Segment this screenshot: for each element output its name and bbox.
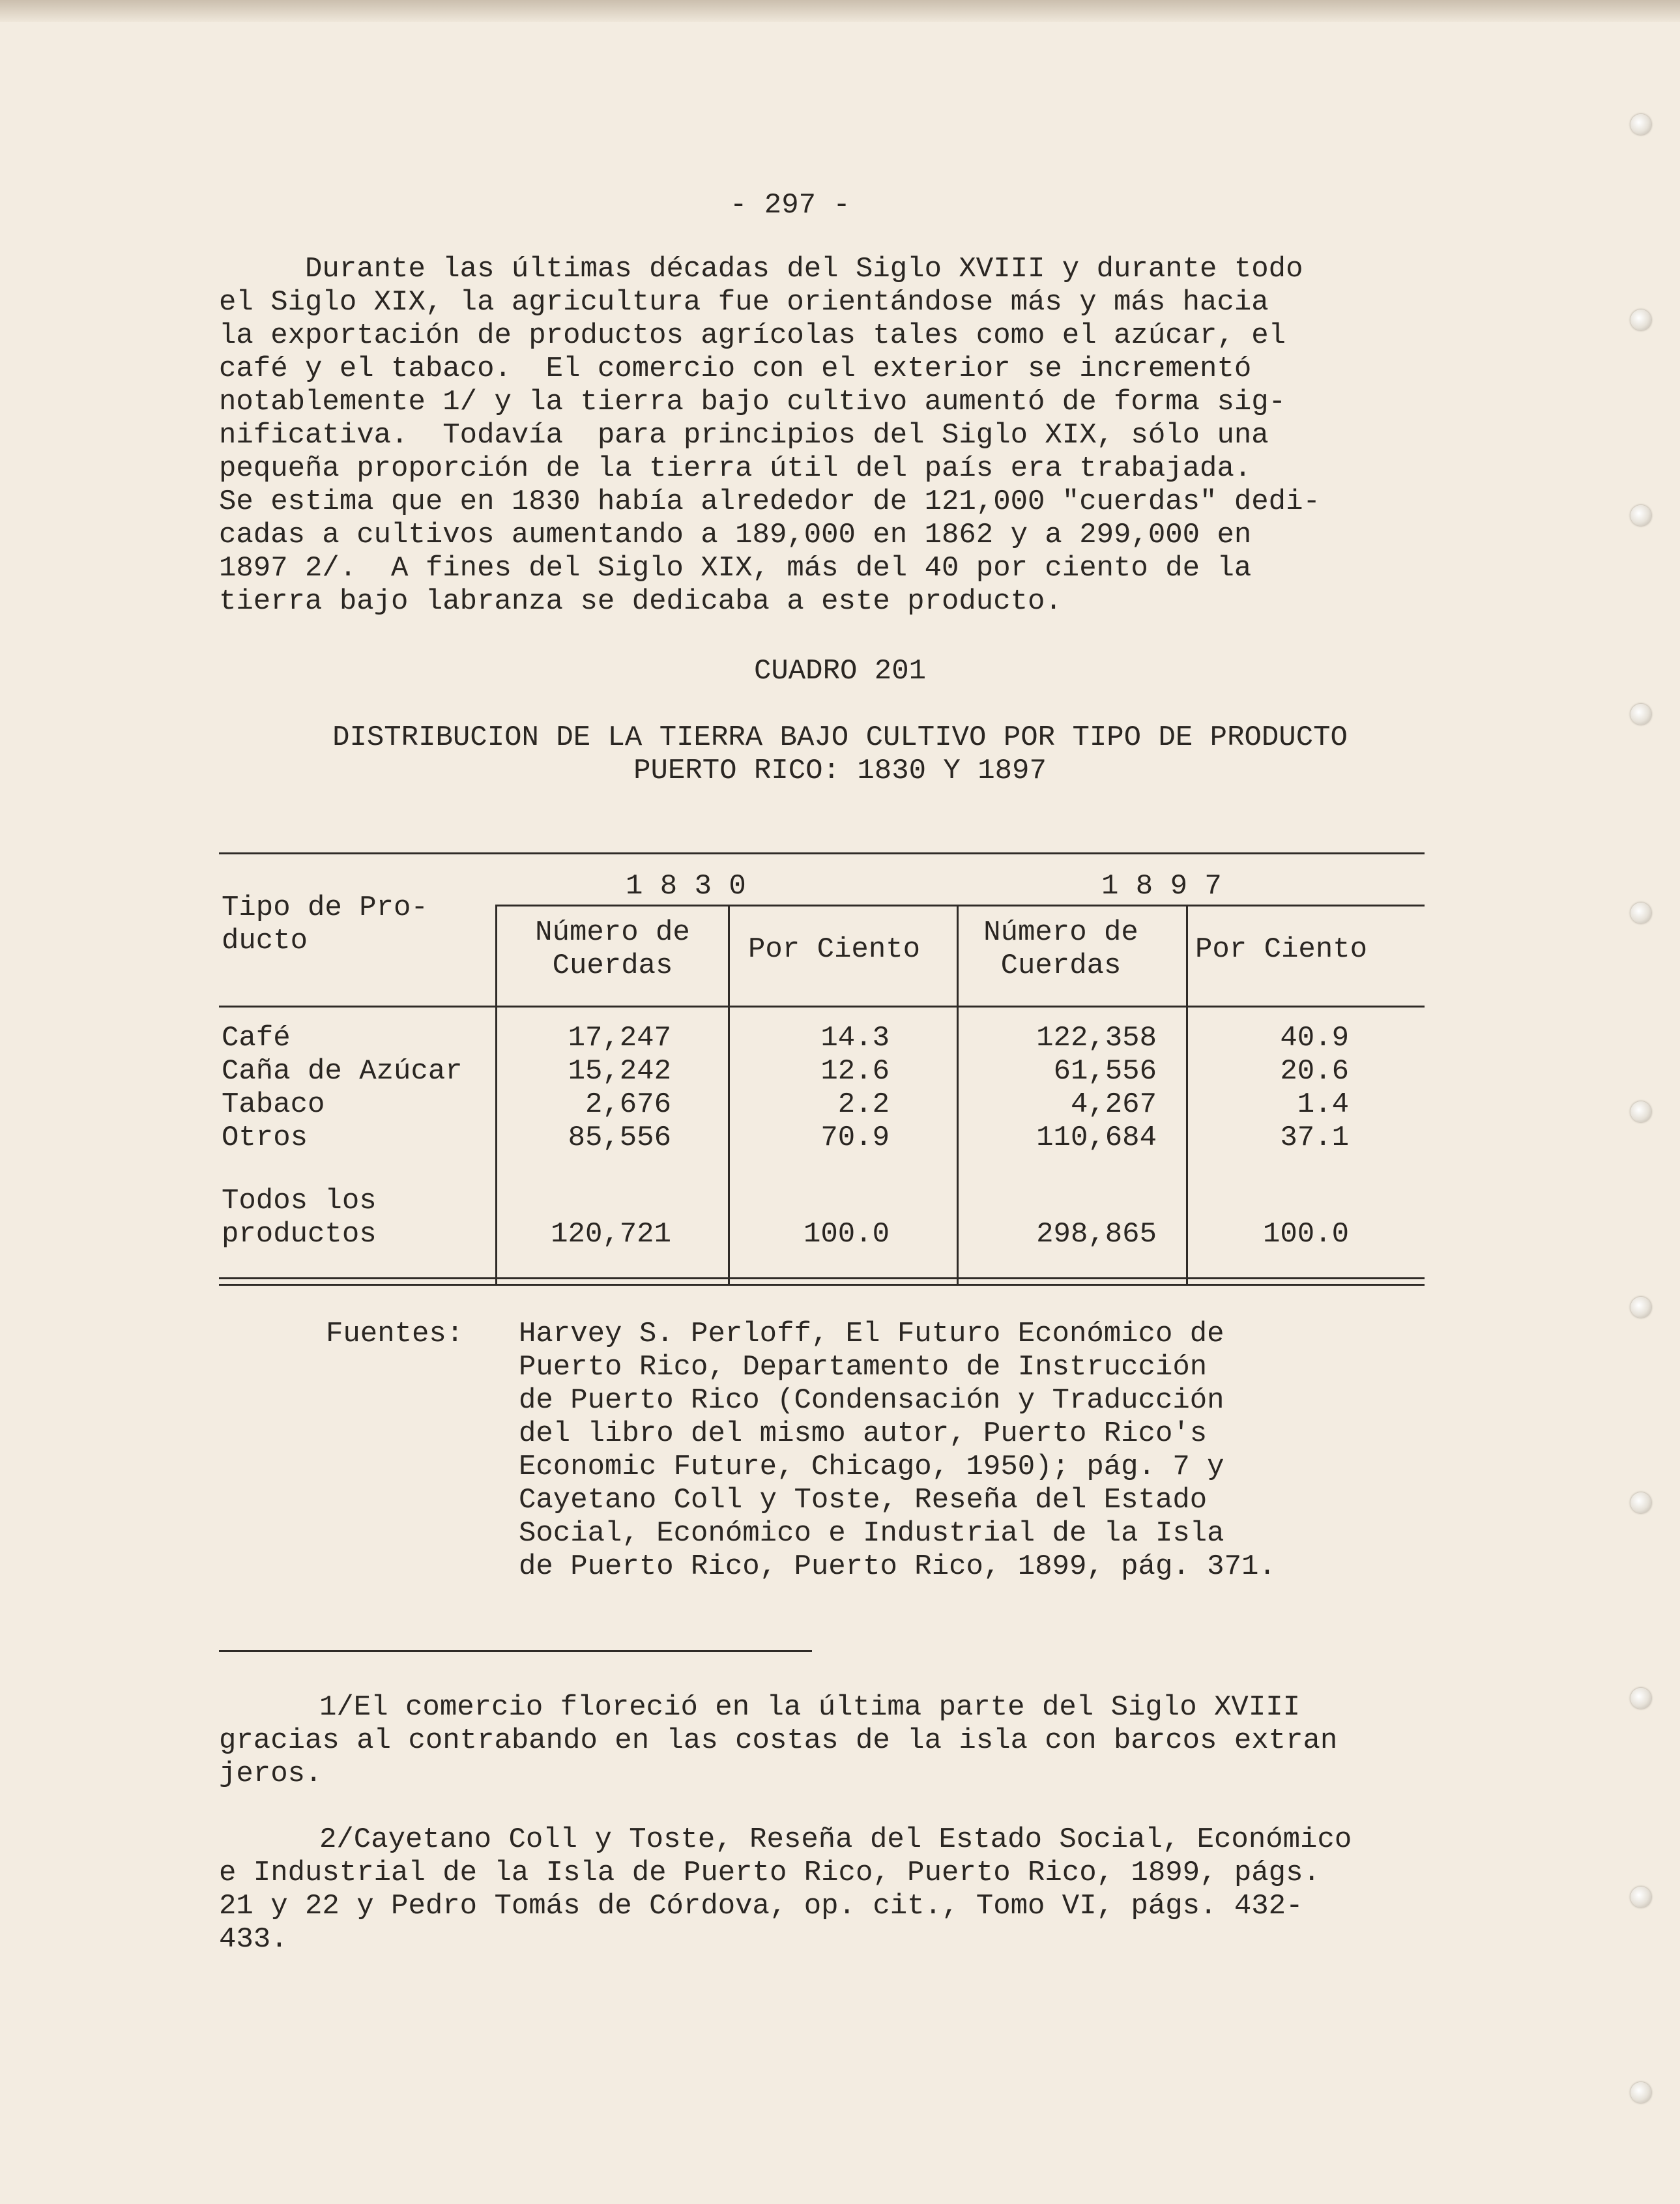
total-pct-1897: 100.0 [1262,1218,1349,1251]
paragraph-line: notablemente 1/ y la tierra bajo cultivo aumentó de forma sig- [219,386,1286,418]
row-cuerdas-1830: 85,556 [568,1122,671,1154]
row-tipo: Otros [222,1122,308,1154]
binder-hole [1630,1492,1651,1513]
footnote-1-line: gracias al contrabando en las costas de la isla con barcos extran [219,1724,1338,1757]
source-line: de Puerto Rico (Condensación y Traducción [519,1384,1224,1417]
row-tipo: Caña de Azúcar [222,1055,463,1088]
footnote-2-line: 2/Cayetano Coll y Toste, Reseña del Estado Social, Económico [319,1823,1352,1856]
row-pct-1830: 12.6 [820,1055,890,1088]
row-cuerdas-1897: 122,358 [1036,1022,1157,1054]
source-line: Cayetano Coll y Toste, Reseña del Estado [519,1484,1208,1516]
paragraph-line: el Siglo XIX, la agricultura fue orientándose más y más hacia [219,286,1269,319]
binder-hole [1630,2082,1651,2103]
source-line: del libro del mismo autor, Puerto Rico's [519,1417,1208,1450]
table-title: DISTRIBUCION DE LA TIERRA BAJO CULTIVO POR TIPO DE PRODUCTO [332,721,1348,754]
header-por-ciento-1830: Por Ciento [748,933,921,966]
source-line: de Puerto Rico, Puerto Rico, 1899, pág. 371. [519,1550,1276,1583]
row-cuerdas-1897: 110,684 [1036,1122,1157,1154]
paragraph-line: 1897 2/. A fines del Siglo XIX, más del 40 por ciento de la [219,552,1252,585]
footnote-1-line: jeros. [219,1758,323,1790]
paragraph-line: café y el tabaco. El comercio con el exterior se incrementó [219,353,1252,385]
row-pct-1897: 20.6 [1280,1055,1349,1088]
table-top-rule [219,852,1425,854]
footnote-separator [219,1650,812,1652]
table-subtitle: PUERTO RICO: 1830 Y 1897 [633,755,1047,787]
header-tipo: Tipo de Pro- ducto [222,892,428,957]
column-divider [495,905,497,1286]
row-cuerdas-1897: 4,267 [1070,1088,1157,1121]
header-year-1830: 1 8 3 0 [626,870,746,903]
total-cuerdas-1830: 120,721 [551,1218,671,1251]
source-line: Economic Future, Chicago, 1950); pág. 7 y [519,1451,1224,1483]
row-tipo: Café [222,1022,291,1054]
header-bottom-rule [219,1006,1425,1008]
row-pct-1830: 2.2 [837,1088,890,1121]
header-numero-1897: Número de Cuerdas [983,916,1138,982]
row-pct-1830: 70.9 [820,1122,890,1154]
row-cuerdas-1830: 15,242 [568,1055,671,1088]
source-line: Puerto Rico, Departamento de Instrucción [519,1351,1208,1384]
year-header-rule [495,905,1425,906]
page-top-edge [0,0,1680,22]
column-divider [957,905,959,1286]
footnote-2-line: 433. [219,1923,288,1956]
source-line: Social, Económico e Industrial de la Isla [519,1517,1224,1550]
column-divider [1186,905,1188,1286]
row-cuerdas-1830: 2,676 [585,1088,671,1121]
footnote-2-line: 21 y 22 y Pedro Tomás de Córdova, op. cit., Tomo VI, págs. 432- [219,1890,1303,1922]
row-cuerdas-1897: 61,556 [1053,1055,1157,1088]
binder-hole [1630,310,1651,330]
binder-hole [1630,1101,1651,1122]
paragraph-line: la exportación de productos agrícolas tales como el azúcar, el [219,319,1286,352]
binder-hole [1630,1688,1651,1709]
binder-hole [1630,1887,1651,1907]
source-line: Harvey S. Perloff, El Futuro Económico de [519,1318,1224,1350]
row-pct-1897: 37.1 [1280,1122,1349,1154]
binder-hole [1630,114,1651,135]
row-pct-1897: 1.4 [1297,1088,1349,1121]
header-numero-1830: Número de Cuerdas [535,916,690,982]
row-tipo: Tabaco [222,1088,325,1121]
column-divider [728,905,730,1286]
binder-hole [1630,1297,1651,1318]
header-por-ciento-1897: Por Ciento [1195,933,1368,966]
paragraph-line: Durante las últimas décadas del Siglo XVIII y durante todo [219,253,1303,285]
row-cuerdas-1830: 17,247 [568,1022,671,1054]
body-paragraph [219,253,1457,618]
footnote-2-line: e Industrial de la Isla de Puerto Rico, Puerto Rico, 1899, págs. [219,1857,1320,1889]
total-pct-1830: 100.0 [803,1218,890,1251]
header-year-1897: 1 8 9 7 [1101,870,1222,903]
footnote-1-line: 1/El comercio floreció en la última parte del Siglo XVIII [319,1691,1301,1724]
table-bottom-rule [219,1277,1425,1279]
total-cuerdas-1897: 298,865 [1036,1218,1157,1251]
row-pct-1897: 40.9 [1280,1022,1349,1054]
paragraph-line: nificativa. Todavía para principios del Siglo XIX, sólo una [219,419,1269,452]
paragraph-line: Se estima que en 1830 había alrededor de 121,000 "cuerdas" dedi- [219,486,1320,518]
table-number: CUADRO 201 [753,655,927,688]
table-bottom-rule-double [219,1284,1425,1286]
page-number: - 297 - [730,189,850,222]
total-tipo: Todos los productos [222,1185,377,1251]
paragraph-line: pequeña proporción de la tierra útil del país era trabajada. [219,452,1252,485]
binder-hole [1630,903,1651,923]
paragraph-line: tierra bajo labranza se dedicaba a este producto. [219,585,1062,618]
sources-label: Fuentes: [326,1318,464,1350]
row-pct-1830: 14.3 [820,1022,890,1054]
binder-hole [1630,505,1651,526]
paragraph-line: cadas a cultivos aumentando a 189,000 en 1862 y a 299,000 en [219,519,1252,551]
